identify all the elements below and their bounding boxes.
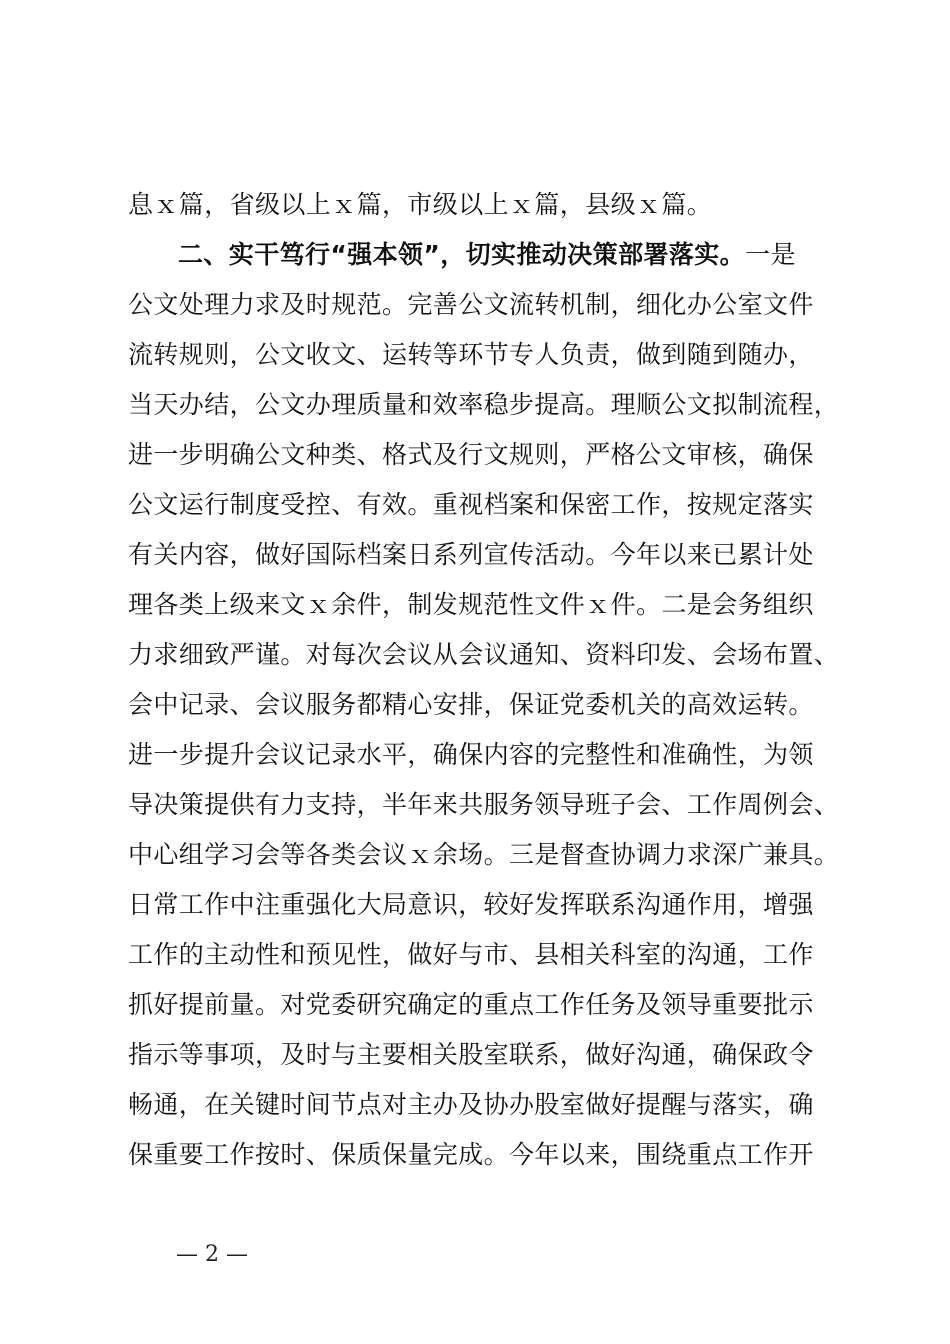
body-line: 日常工作中注重强化大局意识，较好发挥联系沟通作用，增强 — [128, 890, 814, 919]
body-line: 理各类上级来文ｘ余件，制发规范性文件ｘ件。二是会务组织 — [128, 590, 814, 619]
body-line: 导决策提供有力支持，半年来共服务领导班子会、工作周例会、 — [128, 790, 840, 819]
body-line: 畅通，在关键时间节点对主办及协办股室做好提醒与落实，确 — [128, 1090, 814, 1119]
body-line: 力求细致严谨。对每次会议从会议通知、资料印发、会场布置、 — [128, 640, 840, 669]
body-line: 进一步提升会议记录水平，确保内容的完整性和准确性，为领 — [128, 740, 814, 769]
body-line: 保重要工作按时、保质保量完成。今年以来，围绕重点工作开 — [128, 1140, 814, 1169]
body-line: 会中记录、会议服务都精心安排，保证党委机关的高效运转。 — [128, 690, 814, 719]
body-line: 当天办结，公文办理质量和效率稳步提高。理顺公文拟制流程， — [128, 390, 840, 419]
section-heading-line — [178, 240, 858, 270]
section-heading-tail: 一是 — [745, 240, 796, 269]
body-line: 有关内容，做好国际档案日系列宣传活动。今年以来已累计处 — [128, 540, 814, 569]
body-line: 工作的主动性和预见性，做好与市、县相关科室的沟通，工作 — [128, 940, 814, 969]
body-line: 进一步明确公文种类、格式及行文规则，严格公文审核，确保 — [128, 440, 814, 469]
body-line: 公文运行制度受控、有效。重视档案和保密工作，按规定落实 — [128, 490, 814, 519]
section-heading: 二、实干笃行“强本领”，切实推动决策部署落实。 — [178, 240, 746, 269]
body-line-1: 息ｘ篇，省级以上ｘ篇，市级以上ｘ篇，县级ｘ篇。 — [128, 190, 713, 219]
body-line: 指示等事项，及时与主要相关股室联系，做好沟通，确保政令 — [128, 1040, 814, 1069]
body-line: 中心组学习会等各类会议ｘ余场。三是督查协调力求深广兼具。 — [128, 840, 840, 869]
page-number: — 2 — — [176, 1242, 248, 1267]
body-line: 抓好提前量。对党委研究确定的重点工作任务及领导重要批示 — [128, 990, 814, 1019]
body-line: 流转规则，公文收文、运转等环节专人负责，做到随到随办， — [128, 340, 814, 369]
body-line: 公文处理力求及时规范。完善公文流转机制，细化办公室文件 — [128, 290, 814, 319]
